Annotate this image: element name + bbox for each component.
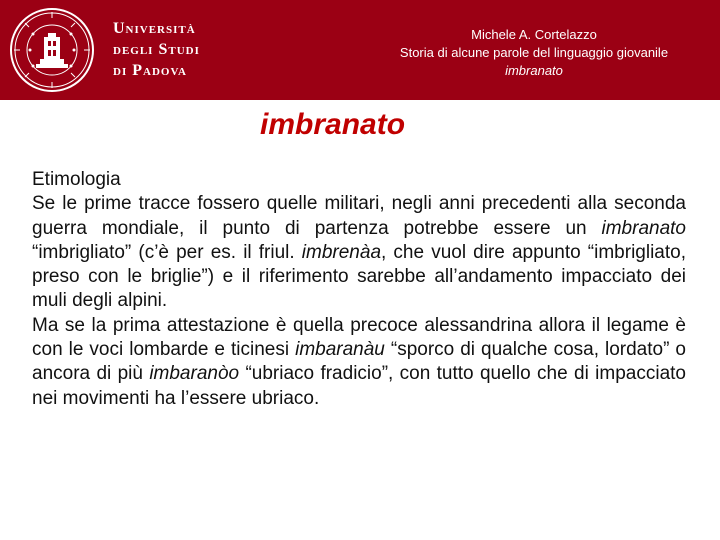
university-name-line: di Padova bbox=[113, 62, 187, 79]
slide-title: imbranato bbox=[260, 108, 406, 141]
header-term: imbranato bbox=[505, 63, 563, 78]
university-name bbox=[113, 18, 200, 81]
course-title: Storia di alcune parole del linguaggio giovanile bbox=[399, 45, 669, 60]
text-run: “ubriaco fradicio”, con tutto quello che di impacciato nei movimenti ha l’essere ubriaco. bbox=[32, 363, 686, 409]
italic-term: imbrenàa bbox=[301, 241, 382, 263]
paragraph-lombard-origin bbox=[32, 314, 686, 411]
text-run: Se le prime tracce fossero quelle militari, negli anni precedenti alla seconda guerra mondiale, il punto di partenza potrebbe essere un bbox=[32, 193, 686, 239]
author-name: Michele A. Cortelazzo bbox=[471, 27, 597, 42]
text-run: “imbrigliato” (c’è per es. il friul. bbox=[32, 241, 302, 263]
italic-term: imbranato bbox=[601, 217, 686, 239]
italic-term: imbaranòo bbox=[149, 363, 240, 385]
section-label: Etimologia bbox=[32, 169, 121, 190]
text-run: , che vuol dire appunto “imbrigliato, preso con le briglie”) e il riferimento sarebbe all’andamento impacciato dei muli degli alpini. bbox=[32, 241, 686, 312]
text-run: Ma se la prima attestazione è quella precoce alessandrina allora il legame è con le voci lombarde e ticinesi bbox=[32, 314, 686, 361]
header-banner bbox=[0, 0, 720, 100]
university-name-line: degli Studi bbox=[113, 41, 200, 58]
header-info bbox=[364, 26, 704, 80]
italic-term: imbaranàu bbox=[295, 339, 385, 361]
university-seal-icon bbox=[8, 6, 96, 94]
university-name-line: Università bbox=[113, 20, 196, 37]
text-run: “sporco di qualche cosa, lordato” o ancora di più bbox=[32, 339, 686, 385]
slide-body bbox=[32, 168, 686, 411]
paragraph-military-origin bbox=[32, 192, 686, 313]
